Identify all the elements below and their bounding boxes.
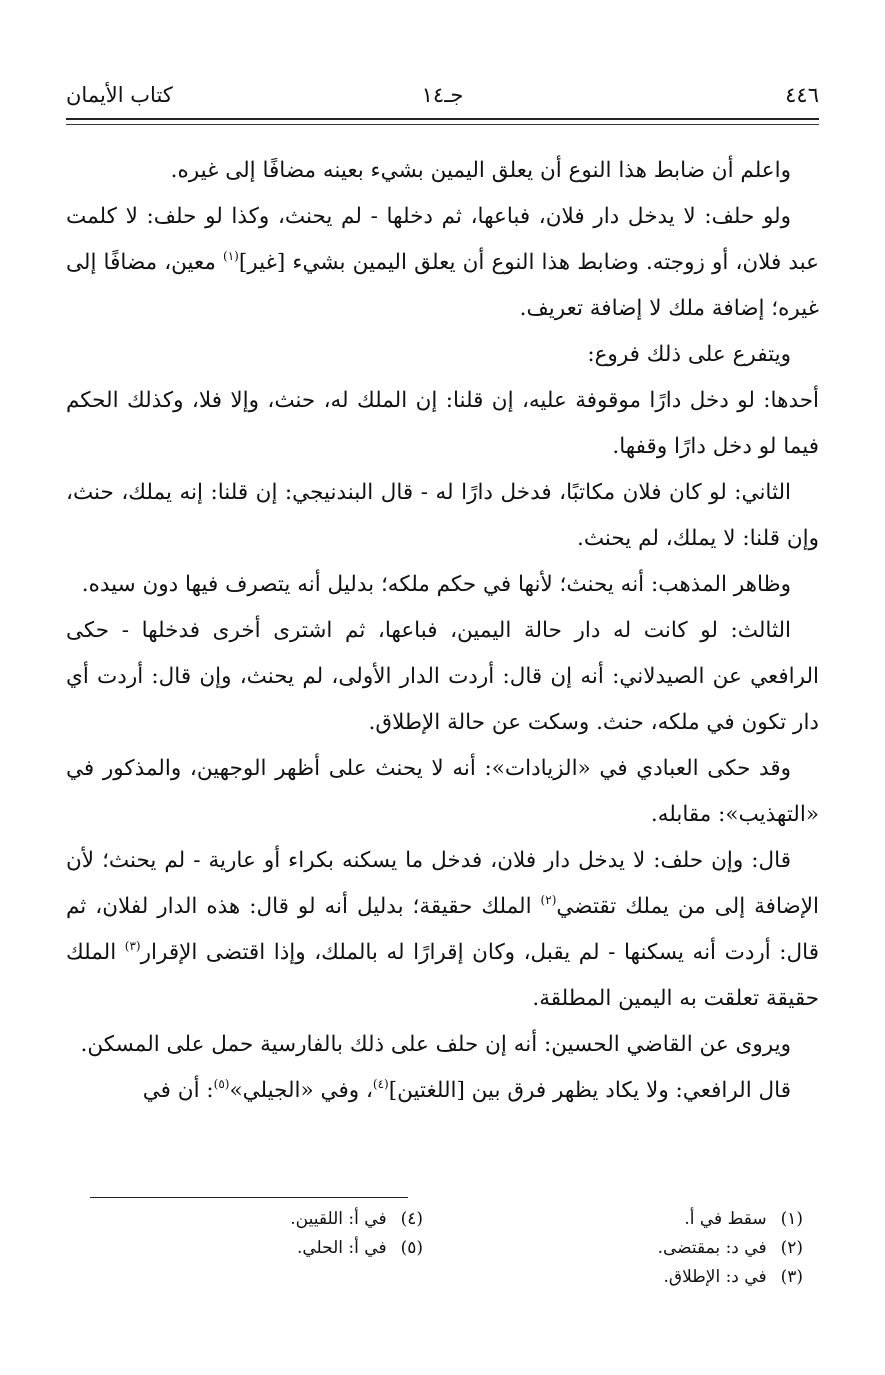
main-text: [66, 148, 819, 1114]
footnote-text: في أ: الحلي.: [296, 1238, 387, 1258]
paragraph: [66, 838, 819, 1022]
footnote-number: (٤): [400, 1209, 423, 1229]
paragraph-text: أحدها: لو دخل دارًا موقوفة عليه، إن قلنا: إن الملك له، حنث، وإلا فلا، وكذلك الحكم فيما لو دخل دارًا وقفها.: [66, 388, 819, 459]
footnote-column-right: [503, 1205, 803, 1292]
paragraph-text: الثاني: لو كان فلان مكاتبًا، فدخل دارًا له - قال البندنيجي: إن قلنا: إنه يملك، حنث، وإن قلنا: لا يملك، لم يحنث.: [66, 480, 819, 551]
paragraph: [66, 746, 819, 838]
running-header: [66, 78, 819, 112]
footnote-text: في د: الإطلاق.: [663, 1267, 767, 1287]
footnote-ref[interactable]: (٣): [124, 939, 141, 953]
header-rule-thick: [66, 118, 819, 120]
paragraph: [66, 470, 819, 562]
paragraph-text: وقد حكى العبادي في «الزيادات»: أنه لا يحنث على أظهر الوجهين، والمذكور في «التهذيب»: مقابله.: [66, 756, 819, 827]
footnote-number: (١): [780, 1209, 803, 1229]
footnote-text: في د: بمقتضى.: [657, 1238, 767, 1258]
footnote-separator: [90, 1197, 408, 1198]
footnote: [503, 1234, 803, 1263]
page-number: ٤٤٦: [785, 83, 819, 107]
paragraph-text: معين، مضافًا إلى غيره؛ إضافة ملك لا إضافة تعريف.: [66, 250, 819, 321]
book-title: كتاب الأيمان: [66, 83, 173, 107]
footnote-ref[interactable]: (٢): [540, 893, 557, 907]
footnote: [503, 1263, 803, 1292]
footnote-column-left: [123, 1205, 423, 1263]
paragraph-text: ولو حلف: لا يدخل دار فلان، فباعها، ثم دخلها - لم يحنث، وكذا لو حلف: لا كلمت عبد فلان، أو زوجته. وضابط هذا النوع أن يعلق اليمين بشيء [غير]: [66, 204, 820, 275]
paragraph: [66, 148, 819, 194]
paragraph: [66, 562, 819, 608]
paragraph-text: ويتفرع على ذلك فروع:: [587, 342, 791, 367]
header-rule-thin: [66, 124, 819, 125]
footnote-ref[interactable]: (١): [223, 249, 239, 263]
paragraph: [66, 1068, 819, 1114]
paragraph: [66, 378, 819, 470]
paragraph: [66, 194, 819, 332]
footnote: [123, 1234, 423, 1263]
footnote-number: (٥): [400, 1238, 423, 1258]
paragraph-text: قال الرافعي: ولا يكاد يظهر فرق بين [اللغتين]: [388, 1078, 791, 1103]
footnote-ref[interactable]: (٥): [213, 1077, 230, 1091]
paragraph-text: الملك حقيقة تعلقت به اليمين المطلقة.: [66, 940, 819, 1011]
paragraph-text: واعلم أن ضابط هذا النوع أن يعلق اليمين بشيء بعينه مضافًا إلى غيره.: [170, 158, 791, 183]
paragraph: [66, 608, 819, 746]
footnote-text: في أ: اللقيين.: [290, 1209, 387, 1229]
footnote-ref[interactable]: (٤): [372, 1077, 389, 1091]
paragraph-text: وظاهر المذهب: أنه يحنث؛ لأنها في حكم ملكه؛ بدليل أنه يتصرف فيها دون سيده.: [81, 572, 791, 597]
paragraph-text: الثالث: لو كانت له دار حالة اليمين، فباعها، ثم اشترى أخرى فدخلها - حكى الرافعي عن الصيدلاني: أنه إن قال: أردت الدار الأولى، لم يحنث، وإن قال: أردت أي دار تكون في ملكه، حنث. وسكت عن حالة الإطلاق.: [66, 618, 819, 735]
footnote: [123, 1205, 423, 1234]
paragraph-text: ويروى عن القاضي الحسين: أنه إن حلف على ذلك بالفارسية حمل على المسكن.: [80, 1032, 791, 1057]
paragraph: [66, 1022, 819, 1068]
footnote-text: سقط في أ.: [684, 1209, 767, 1229]
footnote-number: (٢): [780, 1238, 803, 1258]
paragraph-text: : أن في: [142, 1078, 214, 1103]
paragraph-text: ، وفي «الجيلي»: [229, 1078, 373, 1103]
volume-number: جـ١٤: [421, 83, 464, 107]
paragraph-text: قال: وإن حلف: لا يدخل دار فلان، فدخل ما يسكنه بكراء أو عارية - لم يحنث؛ لأن الإضافة إلى من يملك تقتضي: [66, 848, 819, 919]
paragraph: [66, 332, 819, 378]
footnote-number: (٣): [780, 1267, 803, 1287]
footnote: [503, 1205, 803, 1234]
paragraph-text: الملك حقيقة؛ بدليل أنه لو قال: هذه الدار لفلان، ثم قال: أردت أنه يسكنها - لم يقبل، وكان إقرارًا له بالملك، وإذا اقتضى الإقرار: [66, 894, 820, 965]
